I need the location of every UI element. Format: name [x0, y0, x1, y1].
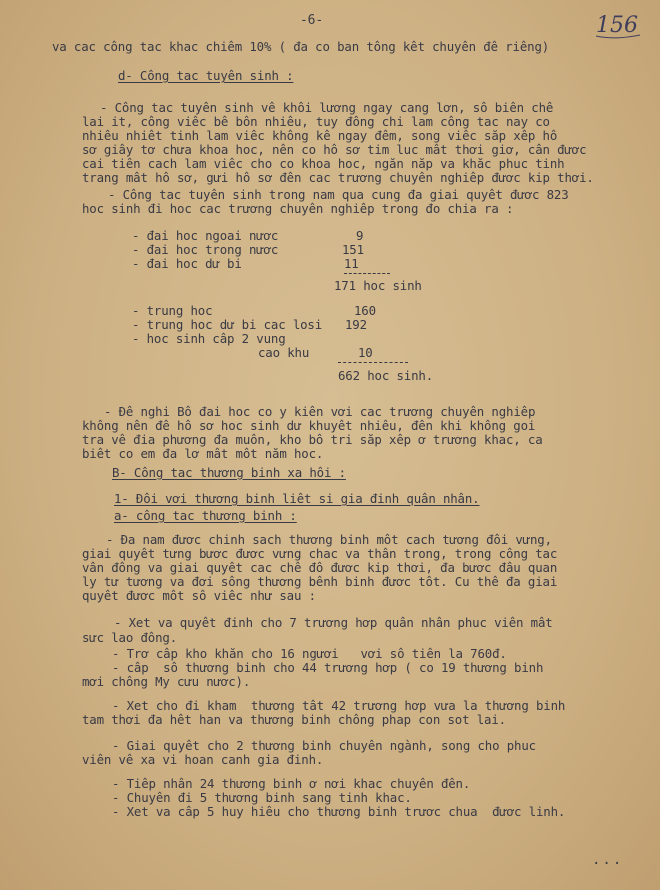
paragraph-line: tra vê đia phương đa muôn, kho bô tri săp xêp ơ trương khac, ca	[82, 432, 543, 447]
paragraph-line: giai quyêt tưng bươc đươc vưng chac va thân trong, trong công tac	[82, 546, 558, 561]
sum-divider	[338, 362, 408, 363]
section-heading-b: B- Công tac thương binh xa hôi :	[112, 465, 346, 480]
list-item: tam thơi đa hêt han va thương binh chông phap con sot lai.	[82, 712, 506, 727]
list-item: - Xet va quyêt đinh cho 7 trương hơp quân nhân phuc viên mât	[114, 615, 553, 630]
paragraph-line: trang mât hô sơ, gưi hô sơ đên cac trương chuyên nghiêp đươc kip thơi.	[82, 170, 594, 185]
paragraph-line: quyêt đươc môt sô viêc như sau :	[82, 588, 316, 603]
list-item: - câp sô thương binh cho 44 trương hơp ( co 19 thương binh	[112, 660, 544, 675]
paragraph-line: - Đê nghi Bô đai hoc co y kiên vơi cac trương chuyên nghiêp	[104, 404, 536, 419]
sum-divider	[344, 273, 390, 274]
footer-dots: ...	[592, 852, 624, 868]
section-heading-a: a- công tac thương binh :	[114, 508, 297, 523]
paragraph-line: lai it, công viêc bê bôn nhiêu, tuy đông chi lam công tac nay co	[82, 114, 550, 129]
paragraph-line: ly tư tương va đơi sông thương bênh binh đươc tôt. Cu thê đa giai	[82, 574, 558, 589]
list-item-label: - hoc sinh câp 2 vung	[132, 331, 286, 346]
list-item-value: 192	[345, 317, 367, 332]
list-item: - Chuyên đi 5 thương binh sang tinh khac.	[112, 790, 412, 805]
page-number: -6-	[300, 13, 324, 28]
list-item: mơi chông My cưu nươc).	[82, 674, 251, 689]
section-heading-d: d- Công tac tuyên sinh :	[118, 68, 294, 83]
list-item: sưc lao đông.	[82, 630, 178, 645]
subtotal-line: 171 hoc sinh	[334, 278, 422, 293]
list-item-value: 160	[354, 303, 376, 318]
paragraph-line: sơ giây tơ chưa khoa hoc, nên co hô sơ tim luc mât thơi giơ, cân đươc	[82, 142, 587, 157]
list-item-label: - trung hoc	[132, 303, 213, 318]
list-item-value: 9	[356, 228, 364, 243]
paragraph-line: hoc sinh đi hoc cac trương chuyên nghiêp trong đo chia ra :	[82, 201, 514, 216]
section-heading-1: 1- Đôi vơi thương binh liêt si gia đinh quân nhân.	[114, 491, 480, 506]
list-item: - Giai quyêt cho 2 thương binh chuyên ngành, song cho phuc	[112, 738, 536, 753]
list-item-label: - trung hoc dư bi cac losi	[132, 317, 323, 332]
paragraph-line: biêt co em đa lơ mât môt năm hoc.	[82, 446, 324, 461]
paragraph-line: cai tiên cach lam viêc cho co khoa hoc, ngăn năp va khăc phuc tinh	[82, 156, 565, 171]
list-item: - Trơ câp kho khăn cho 16 ngươi vơi sô tiên la 760đ.	[112, 646, 507, 661]
list-item: - Xet va câp 5 huy hiêu cho thương binh trươc chua đươc linh.	[112, 804, 566, 819]
total-line: 662 hoc sinh.	[338, 368, 434, 383]
list-item: - Tiêp nhân 24 thương binh ơ nơi khac chuyên đên.	[112, 776, 471, 791]
list-item-value: 151	[342, 242, 364, 257]
list-item-label: cao khu	[258, 345, 310, 360]
archive-number-handwritten	[592, 6, 644, 40]
paragraph-line: vân đông va giai quyêt cac chê đô đươc kip thơi, đa bươc đâu quan	[82, 560, 558, 575]
paragraph-line: nhiêu nhiêt tinh lam viêc không kê ngay đêm, song viêc săp xêp hô	[82, 128, 558, 143]
list-item-label: - đai hoc ngoai nươc	[132, 228, 279, 243]
list-item: viên vê xa vi hoan canh gia đinh.	[82, 752, 324, 767]
list-item-label: - đai hoc dư bi	[132, 256, 242, 271]
list-item-value: 10	[358, 345, 373, 360]
list-item-label: - đai hoc trong nươc	[132, 242, 279, 257]
svg-text:156: 156	[596, 13, 638, 38]
list-item-value: 11	[344, 256, 359, 271]
list-item: - Xet cho đi kham thương tât 42 trương hơp vưa la thương binh	[112, 698, 566, 713]
paragraph-line: - Công tac tuyên sinh trong nam qua cung đa giai quyêt đươc 823	[108, 187, 569, 202]
paragraph-line: - Công tac tuyên sinh vê khôi lương ngay cang lơn, sô biên chê	[100, 100, 554, 115]
paragraph-line: không nên đê hô sơ hoc sinh dư khuyêt nhiêu, đên khi không goi	[82, 418, 536, 433]
text-line-1: va cac công tac khac chiêm 10% ( đa co ban tông kêt chuyên đê riêng)	[52, 39, 550, 54]
paragraph-line: - Đa nam đươc chinh sach thương binh môt cach tương đôi vưng,	[106, 532, 552, 547]
